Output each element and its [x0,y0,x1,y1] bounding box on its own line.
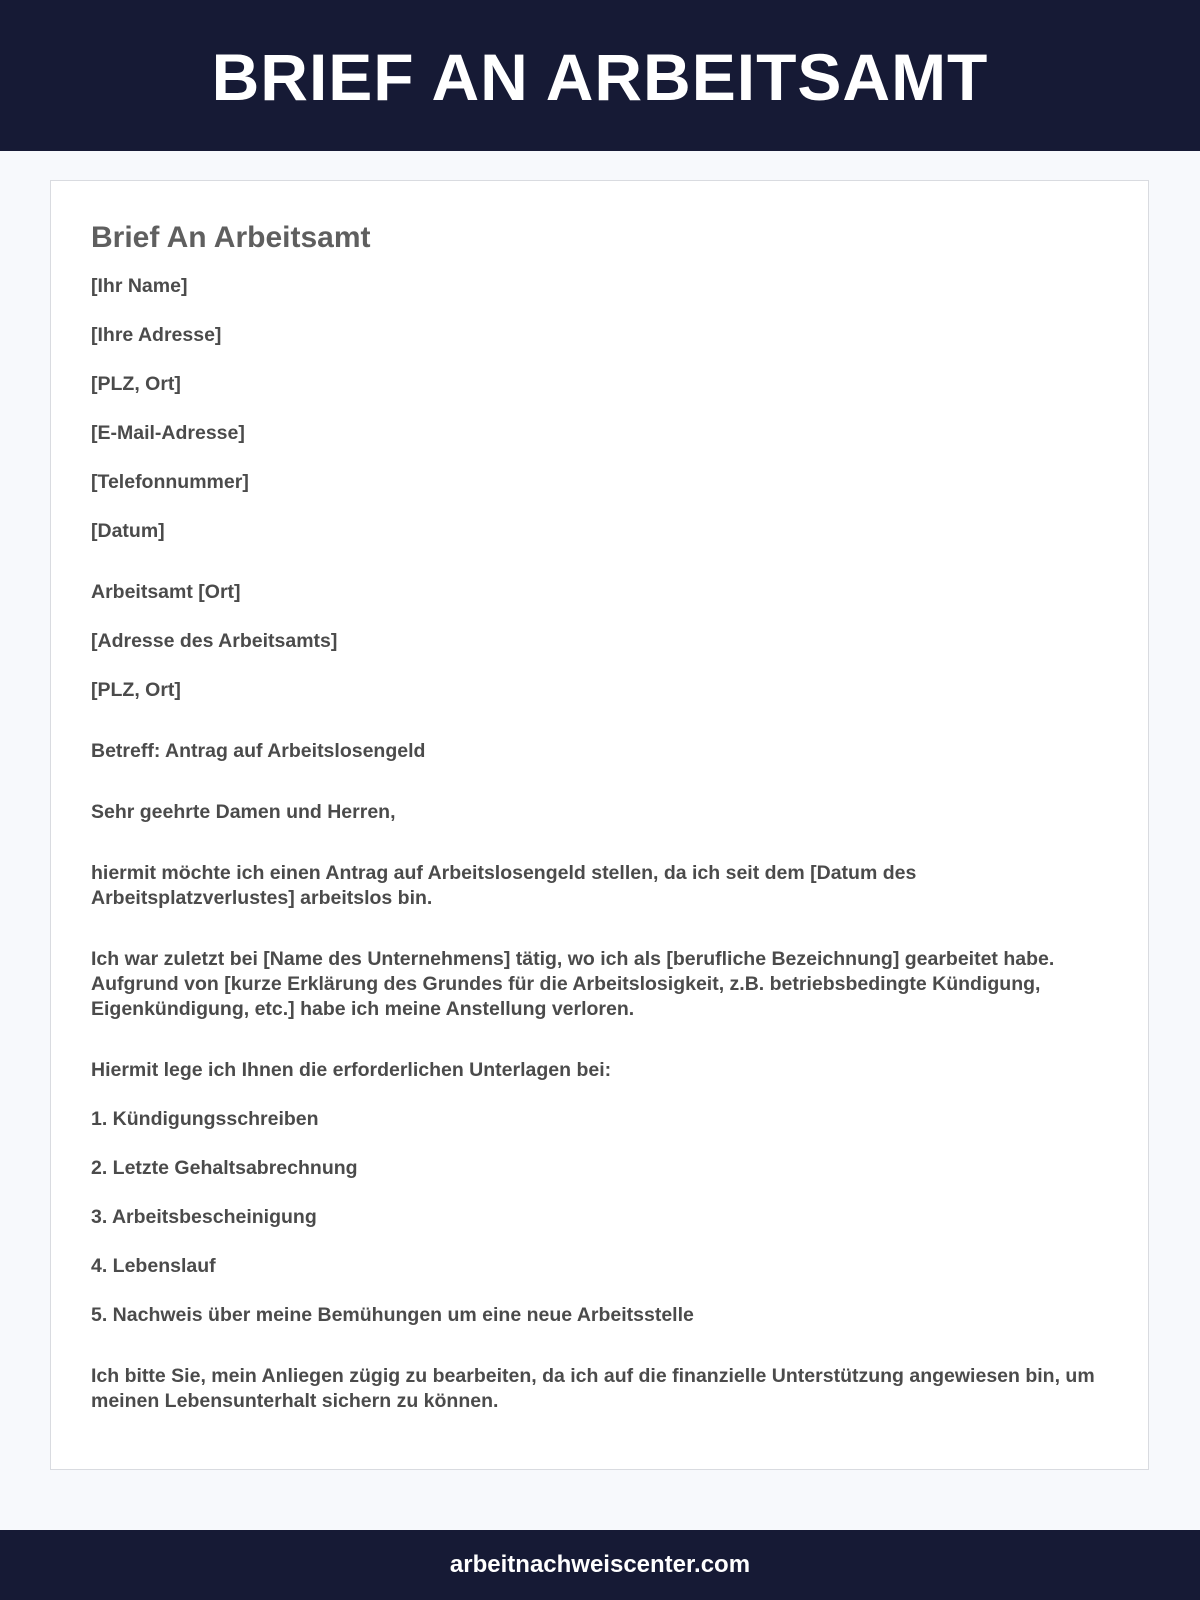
sender-address: [Ihre Adresse] [91,324,222,346]
footer-banner [0,1530,1200,1600]
attachment-item: 3. Arbeitsbescheinigung [91,1206,317,1228]
page-title: BRIEF AN ARBEITSAMT [211,39,989,114]
letter-salutation: Sehr geehrte Damen und Herren, [91,801,396,823]
sender-email: [E-Mail-Adresse] [91,422,245,444]
sender-city: [PLZ, Ort] [91,373,181,395]
header-banner [0,0,1200,151]
letter-paragraph-2: Ich war zuletzt bei [Name des Unternehmens] tätig, wo ich als [berufliche Bezeichnung] gearbeitet habe. Aufgrund von [kurze Erklärung des Grundes für die Arbeitslosigkeit, z.B. betriebsbedingte Kündigung, Eigenkündigung, etc.] habe ich meine Anstellung verloren. [91,948,1055,1020]
document-title: Brief An Arbeitsamt [91,221,371,254]
attachment-item: 5. Nachweis über meine Bemühungen um eine neue Arbeitsstelle [91,1304,694,1326]
letter-paragraph-1: hiermit möchte ich einen Antrag auf Arbeitslosengeld stellen, da ich seit dem [Datum des Arbeitsplatzverlustes] arbeitslos bin. [91,862,917,909]
letter-date: [Datum] [91,520,165,542]
attachment-item: 4. Lebenslauf [91,1255,216,1277]
attachment-item: 1. Kündigungsschreiben [91,1108,319,1130]
recipient-address: [Adresse des Arbeitsamts] [91,630,338,652]
letter-subject: Betreff: Antrag auf Arbeitslosengeld [91,740,426,762]
letter-card [50,180,1149,1470]
attachments-intro: Hiermit lege ich Ihnen die erforderlichen Unterlagen bei: [91,1059,612,1081]
recipient-office: Arbeitsamt [Ort] [91,581,241,603]
recipient-city: [PLZ, Ort] [91,679,181,701]
sender-name: [Ihr Name] [91,275,188,297]
letter-paragraph-3: Ich bitte Sie, mein Anliegen zügig zu bearbeiten, da ich auf die finanzielle Unterstützung angewiesen bin, um meinen Lebensunterhalt sichern zu können. [91,1365,1095,1412]
footer-site-link[interactable]: arbeitnachweiscenter.com [449,1551,751,1578]
attachment-item: 2. Letzte Gehaltsabrechnung [91,1157,358,1179]
sender-phone: [Telefonnummer] [91,471,249,493]
